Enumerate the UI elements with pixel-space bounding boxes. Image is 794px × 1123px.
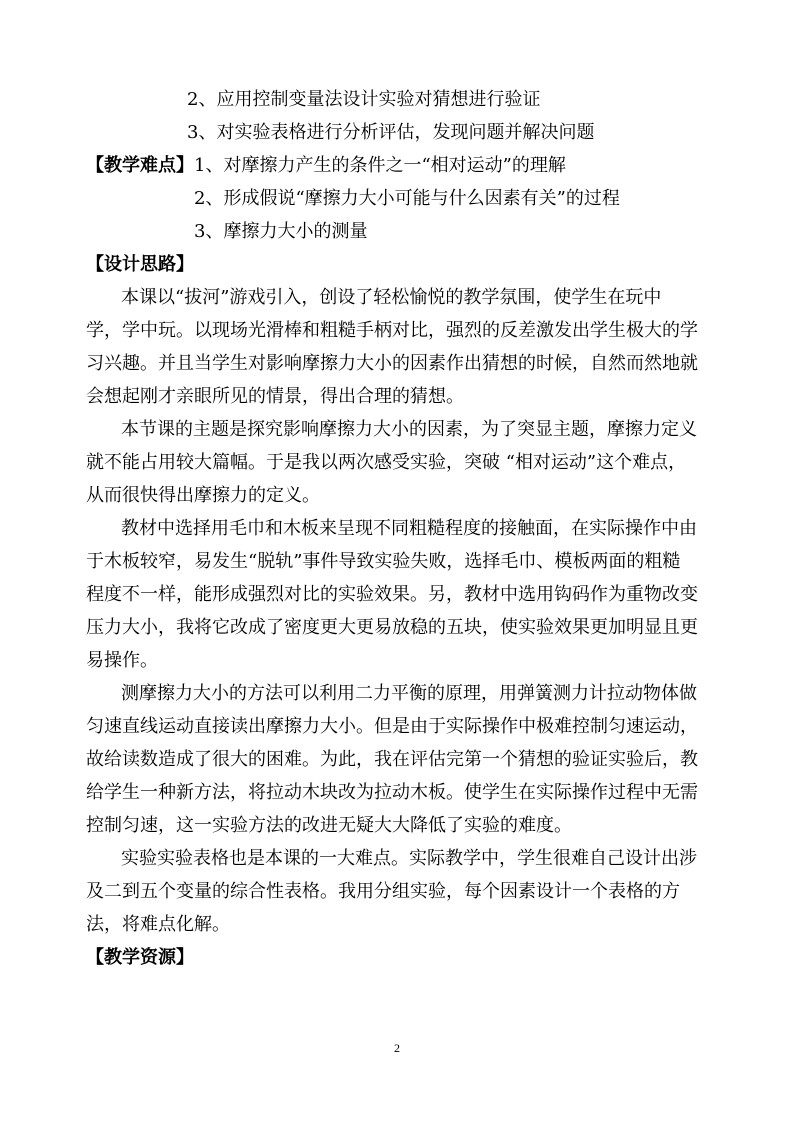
section-heading-design: 【设计思路】 xyxy=(86,254,194,275)
paragraph-line: 从而很快得出摩擦力的定义。 xyxy=(86,485,320,506)
difficulty-item-3: 3、摩擦力大小的测量 xyxy=(194,221,368,242)
page-number: 2 xyxy=(394,1041,400,1055)
paragraph-line: 法，将难点化解。 xyxy=(86,914,230,935)
paragraph-line: 测摩擦力大小的方法可以利用二力平衡的原理，用弹簧测力计拉动物体做 xyxy=(121,683,697,704)
paragraph-line: 压力大小，我将它改成了密度更大更易放稳的五块，使实验效果更加明显且更 xyxy=(86,617,698,638)
goal-item-2: 2、应用控制变量法设计实验对猜想进行验证 xyxy=(187,89,541,110)
section-heading-difficulties: 【教学难点】 xyxy=(86,155,194,176)
paragraph-line: 就不能占用较大篇幅。于是我以两次感受实验，突破 “相对运动”这个难点， xyxy=(86,452,687,473)
paragraph-line: 匀速直线运动直接读出摩擦力大小。但是由于实际操作中极难控制匀速运动， xyxy=(86,716,698,737)
paragraph-line: 习兴趣。并且当学生对影响摩擦力大小的因素作出猜想的时候，自然而然地就 xyxy=(86,353,698,374)
difficulty-item-1: 1、对摩擦力产生的条件之一“相对运动”的理解 xyxy=(194,155,566,176)
difficulty-item-2: 2、形成假说“摩擦力大小可能与什么因素有关”的过程 xyxy=(194,188,620,209)
paragraph-line: 于木板较窄，易发生“脱轨”事件导致实验失败，选择毛巾、模板两面的粗糙 xyxy=(86,551,681,572)
paragraph-line: 本节课的主题是探究影响摩擦力大小的因素，为了突显主题，摩擦力定义 xyxy=(121,419,697,440)
paragraph-line: 控制匀速，这一实验方法的改进无疑大大降低了实验的难度。 xyxy=(86,815,572,836)
paragraph-line: 会想起刚才亲眼所见的情景，得出合理的猜想。 xyxy=(86,386,464,407)
paragraph-line: 实验实验表格也是本课的一大难点。实际教学中，学生很难自己设计出涉 xyxy=(121,848,697,869)
paragraph-line: 程度不一样，能形成强烈对比的实验效果。另，教材中选用钩码作为重物改变 xyxy=(86,584,698,605)
paragraph-line: 故给读数造成了很大的困难。为此，我在评估完第一个猜想的验证实验后，教 xyxy=(86,749,698,770)
paragraph-line: 学，学中玩。以现场光滑棒和粗糙手柄对比，强烈的反差激发出学生极大的学 xyxy=(86,320,698,341)
paragraph-line: 给学生一种新方法，将拉动木块改为拉动木板。使学生在实际操作过程中无需 xyxy=(86,782,698,803)
paragraph-line: 教材中选择用毛巾和木板来呈现不同粗糙程度的接触面，在实际操作中由 xyxy=(121,518,697,539)
paragraph-line: 及二到五个变量的综合性表格。我用分组实验，每个因素设计一个表格的方 xyxy=(86,881,680,902)
goal-item-3: 3、对实验表格进行分析评估，发现问题并解决问题 xyxy=(187,122,595,143)
paragraph-line: 本课以“拔河”游戏引入，创设了轻松愉悦的教学氛围，使学生在玩中 xyxy=(121,287,662,308)
section-heading-resources: 【教学资源】 xyxy=(86,947,194,968)
paragraph-line: 易操作。 xyxy=(86,650,158,671)
